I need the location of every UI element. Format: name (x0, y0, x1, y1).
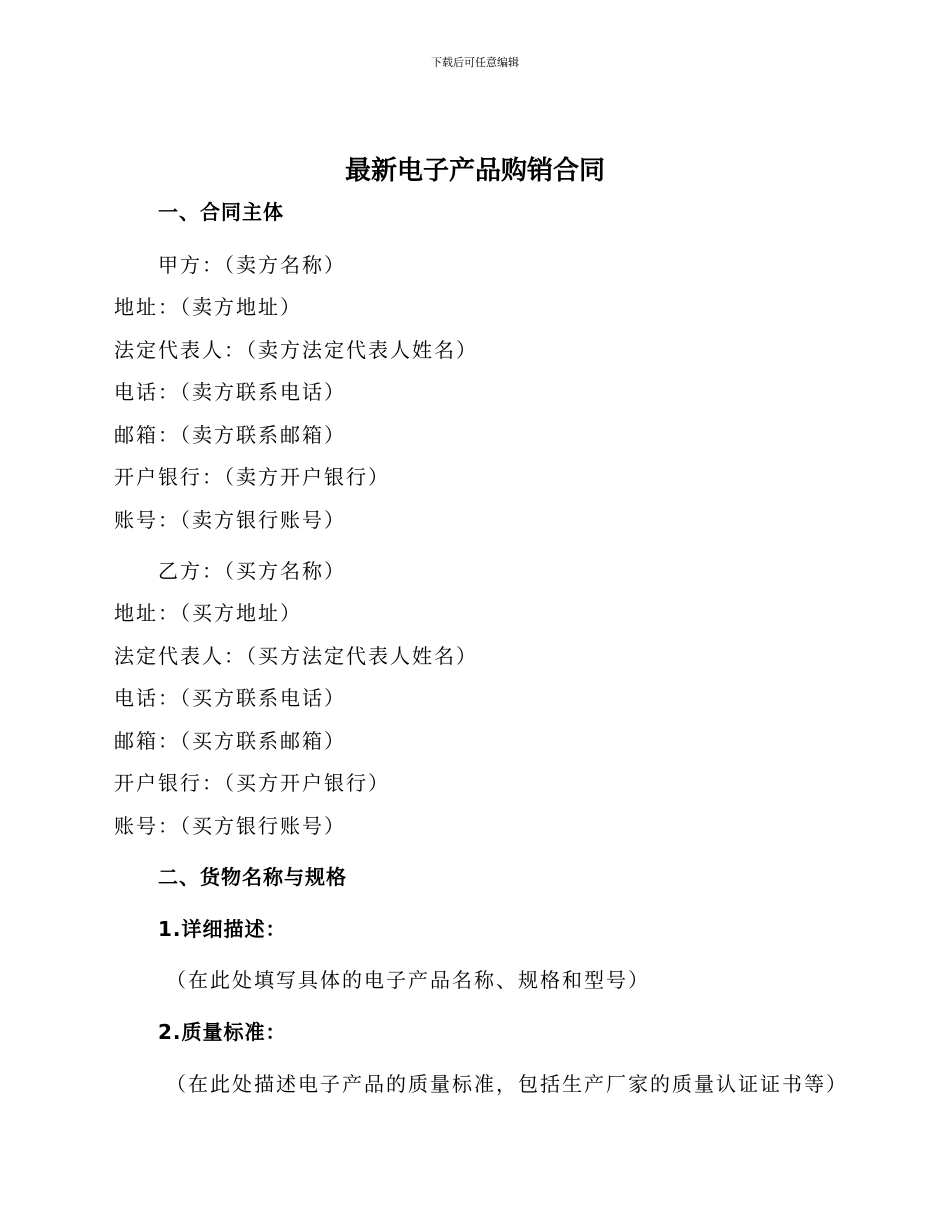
quality-standard-text: （在此处描述电子产品的质量标准，包括生产厂家的质量认证证书等） (166, 1072, 848, 1096)
seller-bank: 开户银行：（卖方开户银行） (114, 465, 390, 489)
quality-standard-title: 2.质量标准： (158, 1020, 287, 1044)
seller-name: 甲方：（卖方名称） (158, 253, 346, 277)
buyer-account: 账号：（买方银行账号） (114, 814, 346, 838)
detail-description-title: 1.详细描述： (158, 917, 287, 941)
document-title: 最新电子产品购销合同 (344, 156, 605, 186)
buyer-bank: 开户银行：（买方开户银行） (114, 771, 390, 795)
seller-legal-rep: 法定代表人：（卖方法定代表人姓名） (114, 338, 478, 362)
buyer-phone: 电话：（买方联系电话） (114, 686, 346, 710)
buyer-address: 地址：（买方地址） (114, 601, 302, 625)
seller-address: 地址：（卖方地址） (114, 295, 302, 319)
seller-phone: 电话：（卖方联系电话） (114, 380, 346, 404)
section-heading-parties: 一、合同主体 (158, 200, 284, 224)
section-heading-goods: 二、货物名称与规格 (158, 865, 347, 889)
detail-description-text: （在此处填写具体的电子产品名称、规格和型号） (166, 968, 650, 992)
seller-email: 邮箱：（卖方联系邮箱） (114, 423, 346, 447)
buyer-email: 邮箱：（买方联系邮箱） (114, 729, 346, 753)
buyer-name: 乙方：（买方名称） (158, 559, 346, 583)
page-header-note: 下载后可任意编辑 (431, 56, 519, 69)
seller-account: 账号：（卖方银行账号） (114, 508, 346, 532)
buyer-legal-rep: 法定代表人：（买方法定代表人姓名） (114, 644, 478, 668)
